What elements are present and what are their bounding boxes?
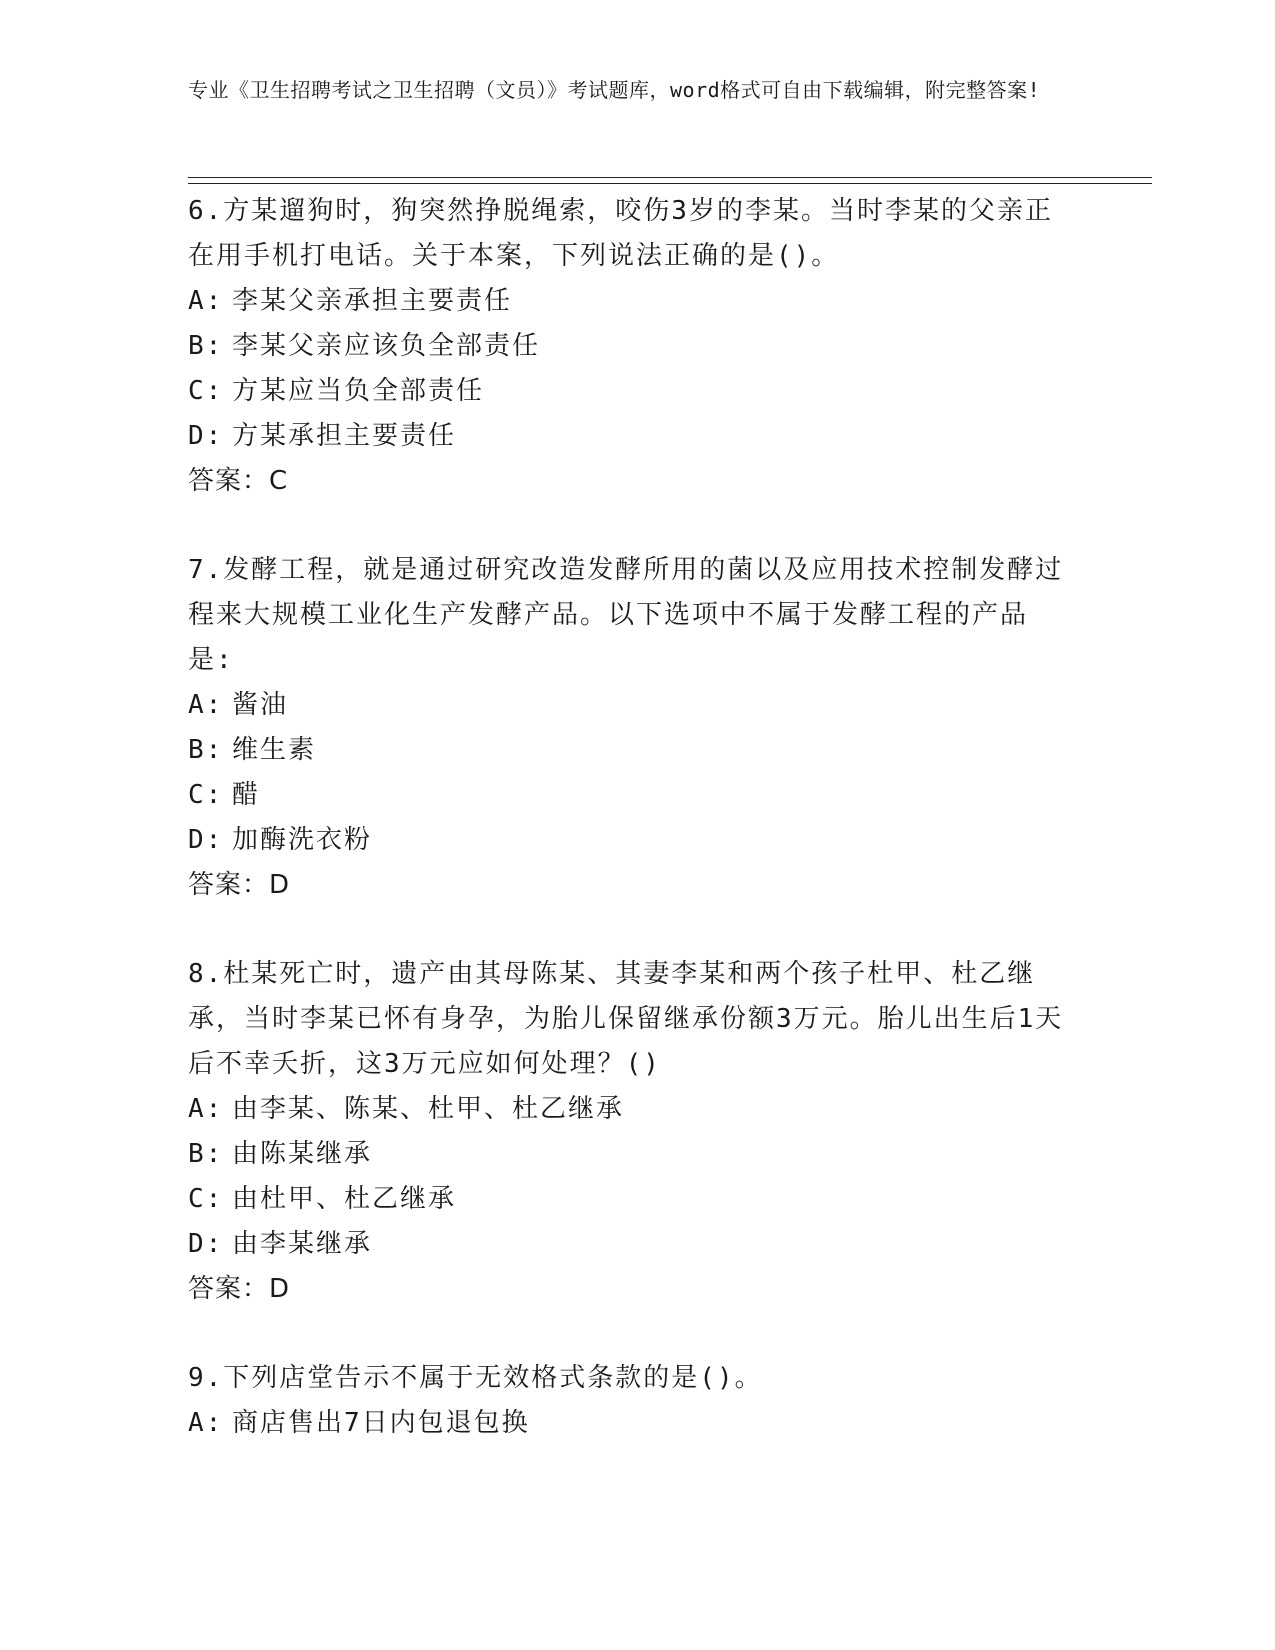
option-a: [188, 1401, 1068, 1446]
option-b: [188, 728, 1068, 773]
option-text: 由李某、陈某、杜甲、杜乙继承: [232, 1094, 625, 1124]
answer-line: 答案：D: [188, 1274, 291, 1304]
option-key: B:: [188, 331, 224, 361]
option-text: 酱油: [232, 690, 289, 720]
question-stem: 9.下列店堂告示不属于无效格式条款的是()。: [188, 1363, 763, 1393]
option-c: [188, 773, 1068, 818]
option-key: A:: [188, 1408, 224, 1438]
answer-line: 答案：D: [188, 870, 291, 900]
option-text: 李某父亲应该负全部责任: [232, 331, 541, 361]
question-6: [188, 189, 1068, 504]
option-text: 由李某继承: [232, 1229, 373, 1259]
option-d: [188, 1222, 1068, 1267]
option-a: [188, 279, 1068, 324]
option-d: [188, 818, 1068, 863]
option-key: D:: [188, 825, 224, 855]
option-key: A:: [188, 1094, 224, 1124]
option-b: [188, 324, 1068, 369]
option-text: 方某承担主要责任: [232, 421, 457, 451]
option-d: [188, 414, 1068, 459]
answer-line: 答案：C: [188, 466, 289, 496]
option-c: [188, 1177, 1068, 1222]
document-header: 专业《卫生招聘考试之卫生招聘（文员）》考试题库，word格式可自由下载编辑，附完整答案!: [188, 78, 1041, 102]
option-text: 方某应当负全部责任: [232, 376, 485, 406]
option-text: 由杜甲、杜乙继承: [232, 1184, 457, 1214]
option-key: C:: [188, 780, 224, 810]
header-divider-top: [188, 177, 1152, 178]
option-text: 由陈某继承: [232, 1139, 373, 1169]
question-8: [188, 952, 1068, 1312]
question-stem: 6.方某遛狗时，狗突然挣脱绳索，咬伤3岁的李某。当时李某的父亲正在用手机打电话。关于本案，下列说法正确的是()。: [188, 196, 1053, 271]
option-key: B:: [188, 1139, 224, 1169]
question-list: [188, 189, 1068, 1490]
option-text: 商店售出7日内包退包换: [232, 1408, 530, 1438]
option-text: 加酶洗衣粉: [232, 825, 373, 855]
header-divider-bottom: [188, 183, 1152, 184]
option-text: 李某父亲承担主要责任: [232, 286, 513, 316]
question-stem: 7.发酵工程，就是通过研究改造发酵所用的菌以及应用技术控制发酵过程来大规模工业化生产发酵产品。以下选项中不属于发酵工程的产品是:: [188, 555, 1064, 675]
question-9: [188, 1356, 1068, 1446]
option-b: [188, 1132, 1068, 1177]
option-key: C:: [188, 1184, 224, 1214]
option-text: 维生素: [232, 735, 317, 765]
option-a: [188, 1087, 1068, 1132]
question-stem: 8.杜某死亡时，遗产由其母陈某、其妻李某和两个孩子杜甲、杜乙继承，当时李某已怀有身孕，为胎儿保留继承份额3万元。胎儿出生后1天后不幸夭折，这3万元应如何处理？(): [188, 959, 1064, 1079]
option-key: B:: [188, 735, 224, 765]
option-a: [188, 683, 1068, 728]
question-7: [188, 548, 1068, 908]
option-key: C:: [188, 376, 224, 406]
option-key: D:: [188, 1229, 224, 1259]
option-key: A:: [188, 286, 224, 316]
option-c: [188, 369, 1068, 414]
option-key: D:: [188, 421, 224, 451]
option-key: A:: [188, 690, 224, 720]
option-text: 醋: [232, 780, 261, 810]
